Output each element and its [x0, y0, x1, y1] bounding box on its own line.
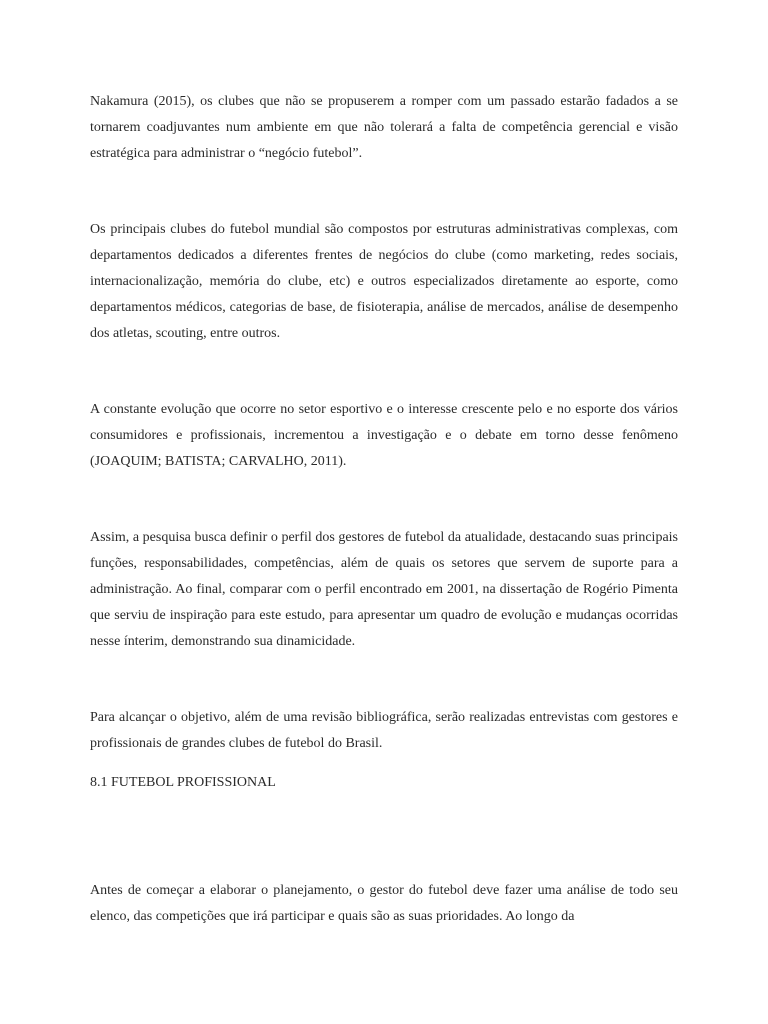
paragraph-planejamento: Antes de começar a elaborar o planejamento, o gestor do futebol deve fazer uma análise de todo seu elenco, das competições que irá participar e quais são as suas prioridades. Ao longo da	[90, 883, 678, 924]
paragraph-pesquisa-objetivo: Assim, a pesquisa busca definir o perfil dos gestores de futebol da atualidade, destacando suas principais funções, responsabilidades, competências, além de quais os setores que servem de suporte para a administração. Ao final, comparar com o perfil encontrado em 2001, na dissertação de Rogério Pimenta que serviu de inspiração para este estudo, para apresentar um quadro de evolução e mudanças ocorridas nesse ínterim, demonstrando sua dinamicidade.	[90, 530, 678, 649]
paragraph-metodologia: Para alcançar o objetivo, além de uma revisão bibliográfica, serão realizadas entrevistas com gestores e profissionais de grandes clubes de futebol do Brasil.	[90, 710, 678, 751]
paragraph-nakamura: Nakamura (2015), os clubes que não se propuserem a romper com um passado estarão fadados a se tornarem coadjuvantes num ambiente em que não tolerará a falta de competência gerencial e visão estratégica para administrar o “negócio futebol”.	[90, 94, 678, 161]
paragraph-principais-clubes: Os principais clubes do futebol mundial são compostos por estruturas administrativas complexas, com departamentos dedicados a diferentes frentes de negócios do clube (como marketing, redes sociais, internacionalização, memória do clube, etc) e outros especializados diretamente ao esporte, como departamentos médicos, categorias de base, de fisioterapia, análise de mercados, análise de desempenho dos atletas, scouting, entre outros.	[90, 222, 678, 341]
paragraph-constante-evolucao: A constante evolução que ocorre no setor esportivo e o interesse crescente pelo e no esporte dos vários consumidores e profissionais, incrementou a investigação e o debate em torno desse fenômeno (JOAQUIM; BATISTA; CARVALHO, 2011).	[90, 402, 678, 469]
section-heading: 8.1 FUTEBOL PROFISSIONAL	[90, 775, 276, 790]
